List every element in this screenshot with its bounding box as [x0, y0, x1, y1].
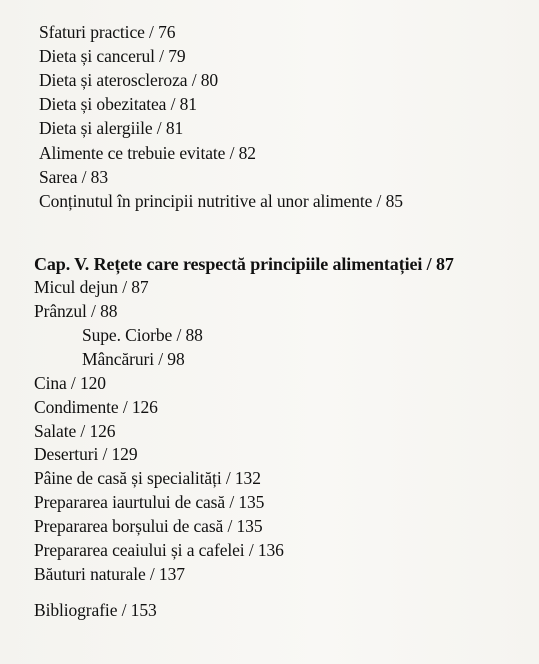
toc-entry: Dieta și ateroscleroza / 80	[39, 70, 219, 90]
toc-entry: Prepararea borșului de casă / 135	[34, 516, 263, 536]
toc-entry: Dieta și obezitatea / 81	[39, 94, 197, 114]
toc-entry: Alimente ce trebuie evitate / 82	[39, 143, 256, 163]
toc-entry: Prânzul / 88	[34, 301, 118, 321]
bibliography-entry: Bibliografie / 153	[34, 600, 157, 620]
toc-entry: Prepararea iaurtului de casă / 135	[34, 492, 265, 512]
toc-entry: Dieta și alergiile / 81	[39, 118, 184, 138]
toc-entry: Conținutul în principii nutritive al unor alimente / 85	[39, 191, 403, 211]
toc-entry: Cina / 120	[34, 373, 106, 393]
toc-entry: Dieta și cancerul / 79	[39, 46, 186, 66]
chapter-heading: Cap. V. Rețete care respectă principiile alimentației / 87	[34, 254, 454, 274]
toc-entry: Salate / 126	[34, 421, 116, 441]
toc-subentry: Supe. Ciorbe / 88	[82, 325, 203, 345]
toc-entry: Sfaturi practice / 76	[39, 22, 176, 42]
toc-subentry: Mâncăruri / 98	[82, 349, 185, 369]
toc-entry: Prepararea ceaiului și a cafelei / 136	[34, 540, 284, 560]
toc-entry: Condimente / 126	[34, 397, 158, 417]
toc-entry: Băuturi naturale / 137	[34, 564, 185, 584]
toc-entry: Sarea / 83	[39, 167, 108, 187]
toc-entry: Micul dejun / 87	[34, 277, 149, 297]
toc-entry: Pâine de casă și specialități / 132	[34, 468, 261, 488]
toc-entry: Deserturi / 129	[34, 444, 138, 464]
